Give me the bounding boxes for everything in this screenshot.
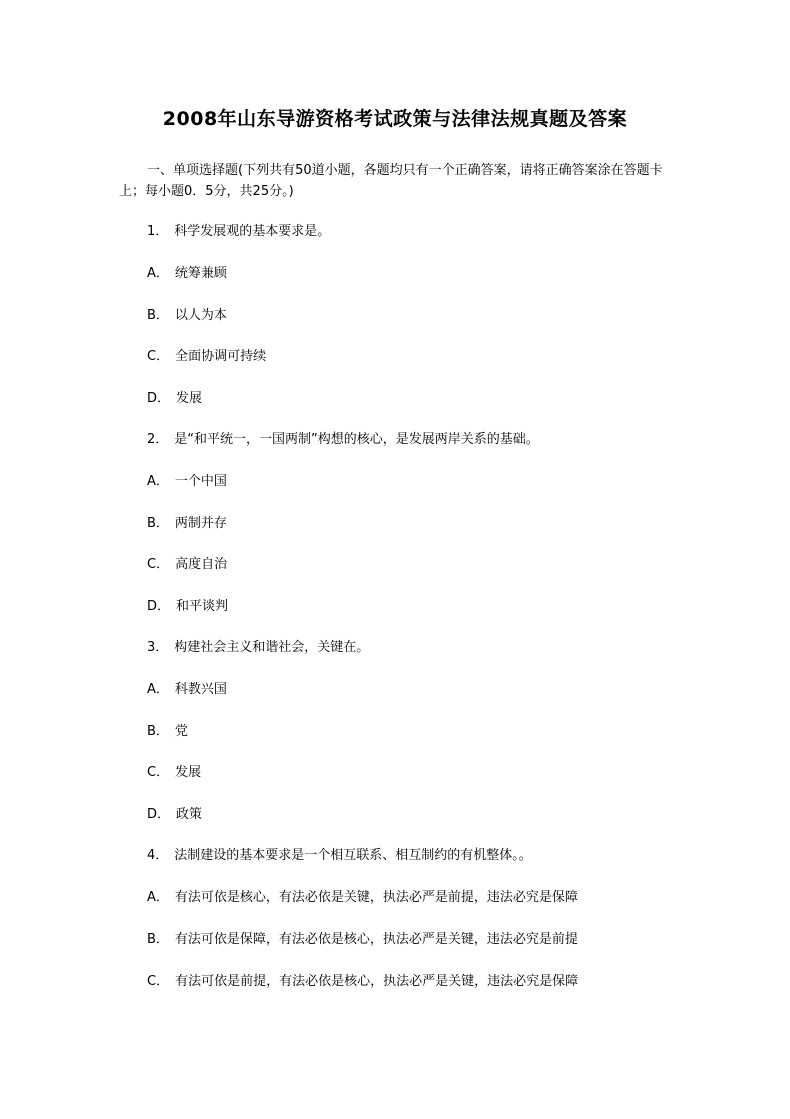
option-text: 两制并存 (174, 516, 227, 531)
section-intro: 一、单项选择题(下列共有50道小题，各题均只有一个正确答案，请将正确答案涂在答题卡上；每小题0．5分，共25分。) (119, 163, 663, 199)
question-3 (147, 639, 369, 657)
question-1-option-b (147, 307, 227, 325)
option-letter: A． (147, 266, 169, 281)
option-text: 有法可依是核心，有法必依是关键，执法必严是前提，违法必究是保障 (174, 890, 578, 905)
option-letter: B． (147, 516, 169, 531)
question-text: 科学发展观的基本要求是。 (174, 224, 331, 239)
question-number: 3． (147, 640, 169, 655)
option-letter: D． (147, 391, 171, 406)
question-text: 法制建设的基本要求是一个相互联系、相互制约的有机整体。。 (174, 848, 532, 863)
option-text: 有法可依是保障，有法必依是核心，执法必严是关键，违法必究是前提 (174, 932, 578, 947)
question-2-option-d (147, 598, 228, 616)
question-4 (147, 847, 532, 865)
option-text: 和平谈判 (176, 599, 229, 614)
question-3-option-c (147, 764, 201, 782)
question-2-option-a (147, 473, 227, 491)
question-1 (147, 223, 330, 241)
question-number: 2． (147, 432, 169, 447)
document-title: 2008年山东导游资格考试政策与法律法规真题及答案 (162, 108, 628, 130)
option-letter: A． (147, 890, 169, 905)
question-3-option-b (147, 723, 188, 741)
option-letter: B． (147, 308, 169, 323)
option-text: 政策 (176, 807, 203, 822)
option-text: 科教兴国 (174, 682, 227, 697)
option-letter: D． (147, 807, 171, 822)
option-letter: A． (147, 474, 169, 489)
option-letter: B． (147, 932, 169, 947)
question-text: 构建社会主义和谐社会，关键在。 (174, 640, 370, 655)
option-letter: C． (147, 765, 170, 780)
option-text: 有法可依是前提，有法必依是核心，执法必严是关键，违法必究是保障 (175, 974, 579, 989)
question-number: 1． (147, 224, 169, 239)
question-4-option-a (147, 889, 578, 907)
question-4-option-b (147, 931, 578, 949)
question-4-option-c (147, 973, 578, 991)
question-text: 是“和平统一，一国两制”构想的核心，是发展两岸关系的基础。 (174, 432, 539, 447)
question-1-option-d (147, 390, 202, 408)
question-number: 4． (147, 848, 169, 863)
question-2 (147, 431, 539, 449)
option-text: 发展 (176, 391, 203, 406)
option-letter: C． (147, 974, 170, 989)
option-letter: C． (147, 349, 170, 364)
question-2-option-b (147, 515, 227, 533)
option-text: 以人为本 (174, 308, 227, 323)
option-text: 全面协调可持续 (175, 349, 267, 364)
option-text: 党 (174, 724, 188, 739)
question-3-option-d (147, 806, 202, 824)
question-1-option-c (147, 348, 266, 366)
option-letter: C． (147, 557, 170, 572)
option-text: 发展 (175, 765, 202, 780)
option-text: 一个中国 (174, 474, 227, 489)
option-text: 高度自治 (175, 557, 228, 572)
option-text: 统筹兼顾 (174, 266, 227, 281)
option-letter: B． (147, 724, 169, 739)
option-letter: D． (147, 599, 171, 614)
question-3-option-a (147, 681, 227, 699)
question-2-option-c (147, 556, 227, 574)
option-letter: A． (147, 682, 169, 697)
question-1-option-a (147, 265, 227, 283)
